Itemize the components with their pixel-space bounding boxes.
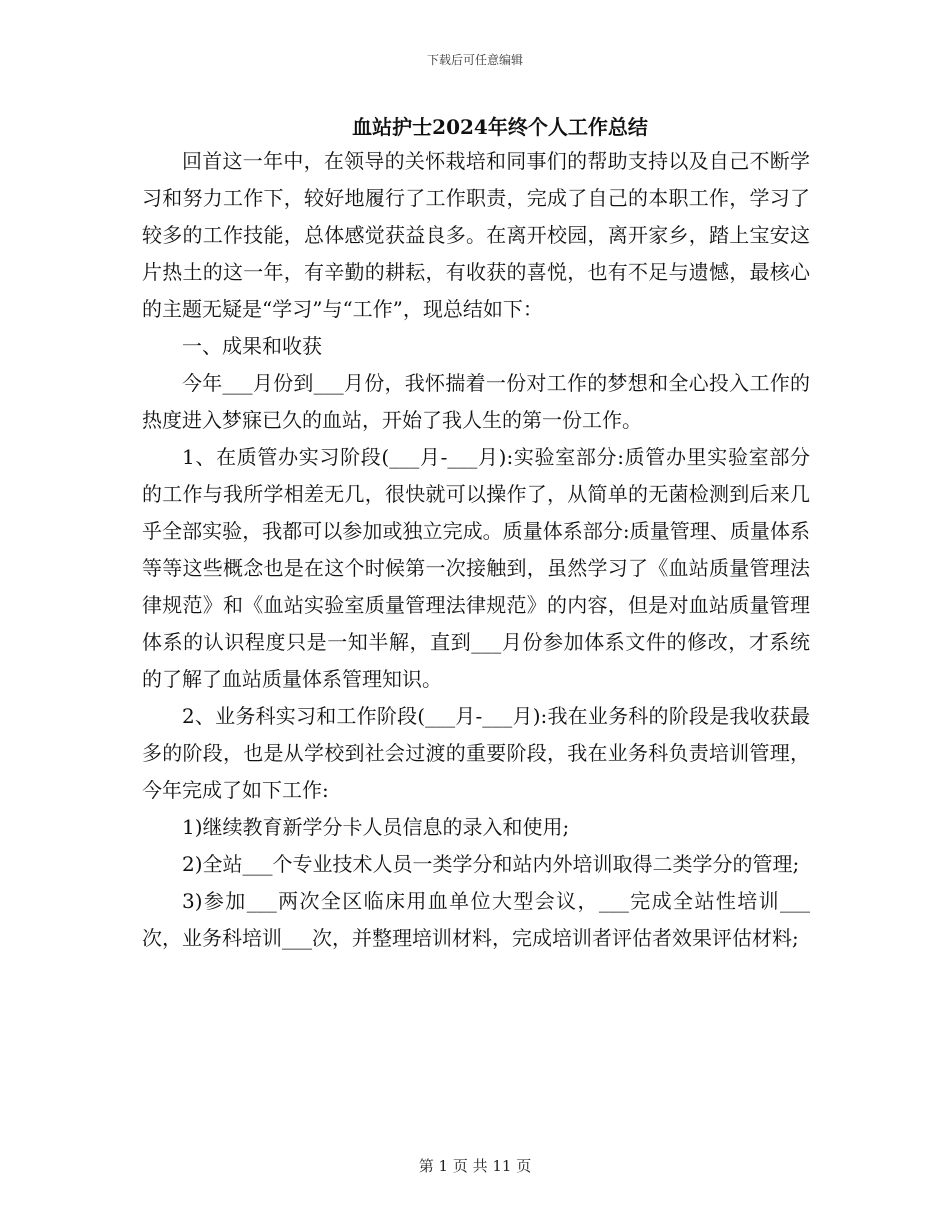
list-item-1: 1)继续教育新学分卡人员信息的录入和使用; bbox=[182, 815, 570, 839]
paragraph-quality-office: 1、在质管办实习阶段(___月-___月):实验室部分:质管办里实验室部分的工作与我所学相差无几，很快就可以操作了，从简单的无菌检测到后来几乎全部实验，我都可以参加或独立完成。质量体系部分:质量管理、质量体系等等这些概念也是在这个时候第一次接触到，虽然学习了《血站质量管理法律规范》和《血站实验室质量管理法律规范》的内容，但是对血站质量管理体系的认识程度只是一知半解，直到___月份参加体系文件的修改，才系统的了解了血站质量体系管理知识。 bbox=[142, 445, 810, 691]
section-heading-achievements: 一、成果和收获 bbox=[182, 334, 322, 358]
page-number: 第 1 页 共 11 页 bbox=[418, 1157, 532, 1175]
list-item-2: 2)全站___个专业技术人员一类学分和站内外培训取得二类学分的管理; bbox=[182, 852, 800, 876]
paragraph-start-work: 今年___月份到___月份，我怀揣着一份对工作的梦想和全心投入工作的热度进入梦寐已久的血站，开始了我人生的第一份工作。 bbox=[142, 371, 810, 432]
page-header-note: 下载后可任意编辑 bbox=[426, 53, 523, 67]
list-item-3: 3)参加___两次全区临床用血单位大型会议，___完成全站性培训___次，业务科培训___次，并整理培训材料，完成培训者评估者效果评估材料; bbox=[142, 889, 810, 950]
document-body bbox=[142, 143, 810, 957]
document-title: 血站护士2024年终个人工作总结 bbox=[352, 115, 648, 139]
paragraph-intro: 回首这一年中，在领导的关怀栽培和同事们的帮助支持以及自己不断学习和努力工作下，较好地履行了工作职责，完成了自己的本职工作，学习了较多的工作技能，总体感觉获益良多。在离开校园，离开家乡，踏上宝安这片热土的这一年，有辛勤的耕耘，有收获的喜悦，也有不足与遗憾，最核心的主题无疑是“学习”与“工作”，现总结如下： bbox=[142, 149, 810, 321]
paragraph-business-dept: 2、业务科实习和工作阶段(___月-___月):我在业务科的阶段是我收获最多的阶段，也是从学校到社会过渡的重要阶段，我在业务科负责培训管理，今年完成了如下工作: bbox=[142, 704, 810, 802]
